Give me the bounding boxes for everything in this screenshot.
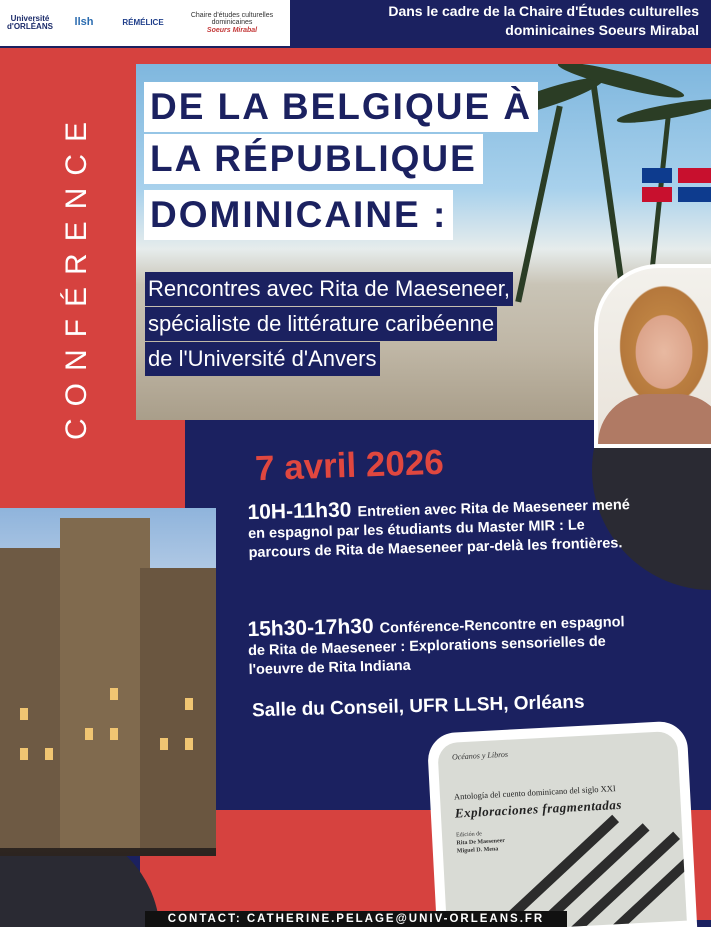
- title-line-1: DE LA BELGIQUE À: [144, 82, 538, 132]
- event-type-vertical: CONFÉRENCE: [60, 109, 93, 440]
- title-line-2: LA RÉPUBLIQUE: [144, 134, 483, 184]
- chaire-logo-sub: Soeurs Mirabal: [206, 26, 258, 34]
- subtitle-line-2: spécialiste de littérature caribéenne: [145, 307, 497, 341]
- remelice-logo: RÉMÉLICE: [122, 17, 164, 27]
- event-date: 7 avril 2026: [254, 442, 445, 489]
- brussels-grand-place-photo: [0, 508, 216, 856]
- subtitle-line-1: Rencontres avec Rita de Maeseneer,: [145, 272, 513, 306]
- contact-email[interactable]: CONTACT: CATHERINE.PELAGE@UNIV-ORLEANS.FR: [145, 911, 567, 927]
- chaire-logo: [182, 12, 282, 34]
- logo-bar: [0, 0, 290, 46]
- book-cover-image: [427, 720, 698, 927]
- session-afternoon: [247, 610, 638, 680]
- subtitle-line-3: de l'Université d'Anvers: [145, 342, 380, 376]
- univ-orleans-logo: Université d'ORLÉANS: [7, 13, 53, 31]
- partner-note: Dans le cadre de la Chaire d'Études culturelles dominicaines Soeurs Mirabal: [388, 3, 699, 38]
- book-edition-label: Edición de: [455, 831, 482, 839]
- chaire-logo-text: Chaire d'études culturelles dominicaines: [190, 11, 274, 27]
- session-time: 10H-11h30: [247, 498, 352, 525]
- venue: Salle du Conseil, UFR LLSH, Orléans: [251, 691, 585, 722]
- speaker-portrait: [594, 264, 711, 448]
- book-publisher: Océanos y Libros: [451, 749, 509, 762]
- session-description: Entretien avec Rita de Maeseneer mené en espagnol par les étudiants du Master MIR : Le parcours de Rita de Maeseneer par-delà les frontières.: [247, 497, 630, 562]
- title-line-3: DOMINICAINE :: [144, 190, 453, 240]
- book-series: Antología del cuento dominicano del siglo XXI: [453, 783, 616, 802]
- session-time: 15h30-17h30: [247, 614, 374, 642]
- book-title: Exploraciones fragmentadas: [454, 796, 623, 821]
- llsh-logo: llsh: [74, 16, 94, 29]
- session-morning: [247, 493, 638, 563]
- dominican-flag-image: [642, 168, 711, 202]
- book-editor-2: Miguel D. Mena: [456, 846, 499, 855]
- book-editor-1: Rita De Maeseneer: [456, 837, 506, 847]
- session-description: Conférence-Rencontre en espagnol de Rita de Maeseneer : Explorations sensorielles de l'oeuvre de Rita Indiana: [247, 614, 625, 679]
